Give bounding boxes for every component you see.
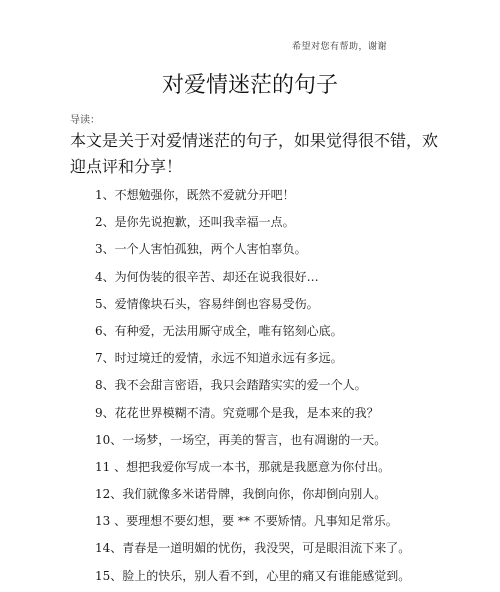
list-item: 12、我们就像多米诺骨牌，我倒向你，你却倒向别人。 (95, 487, 387, 502)
list-item: 14、青春是一道明媚的忧伤，我没哭，可是眼泪流下来了。 (95, 541, 411, 556)
list-item: 13 、要理想不要幻想，要 ** 不要矫情。凡事知足常乐。 (95, 514, 398, 529)
list-item: 2、是你先说抱歉，还叫我幸福一点。 (95, 215, 295, 230)
list-item: 1、不想勉强你，既然不爱就分开吧！ (95, 188, 295, 202)
header-note: 希望对您有帮助，谢谢 (292, 42, 388, 52)
list-item: 9、花花世界模糊不清。究竟哪个是我，是本来的我？ (95, 405, 379, 420)
list-item: 15、脸上的快乐，别人看不到，心里的痛又有谁能感觉到。 (95, 568, 411, 583)
list-item: 7、时过境迁的爱情，永远不知道永远有多远。 (95, 351, 343, 366)
intro-text: 本文是关于对爱情迷茫的句子，如果觉得很不错，欢迎点评和分享！ (70, 131, 439, 176)
list-item: 4、为何伪装的很辛苦、却还在说我很好… (95, 269, 319, 284)
sentence-list (95, 184, 410, 592)
list-item: 6、有种爱，无法用厮守成全，唯有铭刻心底。 (95, 323, 343, 338)
list-item: 5、爱情像块石头，容易绊倒也容易受伤。 (95, 296, 319, 311)
list-item: 3、一个人害怕孤独，两个人害怕辜负。 (95, 242, 307, 257)
list-item: 11 、想把我爱你写成一本书，那就是我愿意为你付出。 (95, 459, 391, 474)
page-title: 对爱情迷茫的句子 (161, 73, 338, 98)
intro-label: 导读： (70, 115, 100, 126)
list-item: 10、一场梦，一场空，再美的誓言，也有凋谢的一天。 (95, 432, 387, 447)
list-item: 8、我不会甜言密语，我只会踏踏实实的爱一个人。 (95, 378, 367, 393)
